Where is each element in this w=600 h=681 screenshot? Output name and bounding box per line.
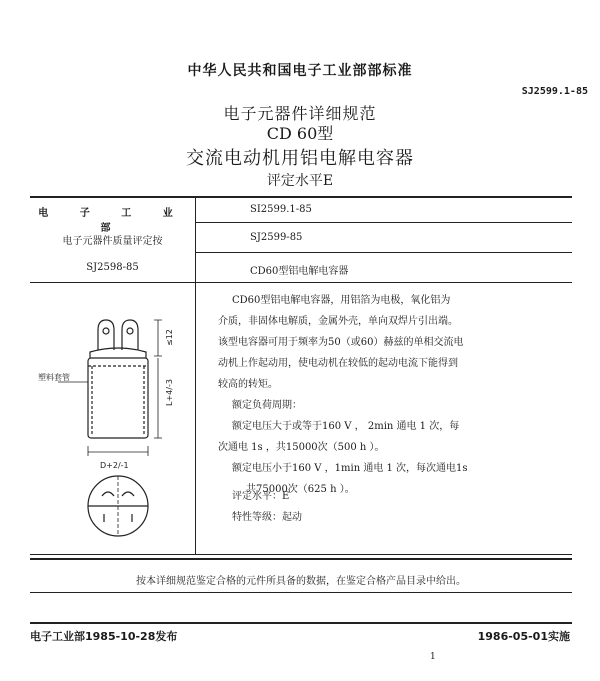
table-rule-1 <box>196 222 572 223</box>
spec-number: SI2599.1-85 <box>250 204 312 215</box>
evaluation-block <box>232 486 302 528</box>
table-top-rule <box>30 196 572 198</box>
sectional-spec-number: SJ2598-85 <box>86 262 139 273</box>
characteristic-grade: 特性等级：起动 <box>232 512 302 523</box>
rated-cycle-2-line-1: 额定电压小于160 V ，1min 通电 1 次，每次通电1s <box>232 463 468 474</box>
rated-cycle-2-line-2: 共75000次（625 h ）。 <box>246 484 355 495</box>
qualification-note: 按本详细规范鉴定合格的元件所具备的数据，在鉴定合格产品目录中给出。 <box>136 576 466 587</box>
page-number: 1 <box>430 652 436 662</box>
desc-line: 该型电容器可用于频率为50（或60）赫兹的单相交流电 <box>218 337 464 348</box>
body-height-label: L+4/-3 <box>165 379 174 406</box>
rated-cycle-1-line-1: 额定电压大于或等于160 V ， 2min 通电 1 次，每 <box>232 421 460 432</box>
generic-spec-number: SJ2599-85 <box>250 232 303 243</box>
note-bottom-rule <box>30 592 572 593</box>
component-name: CD60型铝电解电容器 <box>250 266 349 277</box>
desc-line: 动机上作起动用，使电动机在较低的起动电流下能得到 <box>218 358 458 369</box>
diameter-label: D+2/-1 <box>100 461 129 470</box>
capacitor-body <box>88 358 148 438</box>
table-rule-2 <box>196 252 572 253</box>
description-block <box>218 290 578 500</box>
table-rule-left <box>30 282 196 283</box>
publish-date: 电子工业部1985-10-28发布 <box>30 630 178 643</box>
title-line-4: 评定水平E <box>266 173 334 189</box>
title-line-1: 电子元器件详细规范 <box>223 104 377 123</box>
title-line-3: 交流电动机用铝电解电容器 <box>186 148 414 169</box>
desc-line: 介质，非固体电解质，金属外壳，单向双焊片引出端。 <box>218 316 458 327</box>
quality-assessment-label: 电子元器件质量评定按 <box>62 236 163 247</box>
table-bottom-rule-1 <box>30 554 572 555</box>
desc-line: CD60型铝电解电容器，用铝箔为电极，氧化铝为 <box>232 295 451 306</box>
footer-rule <box>30 622 572 624</box>
terminal-height-label: ≤12 <box>165 329 174 346</box>
sleeve-label: 塑料套管 <box>38 373 70 382</box>
standard-code: SJ2599.1-85 <box>521 86 588 97</box>
desc-line: 较高的转矩。 <box>218 379 278 390</box>
table-divider <box>195 197 196 554</box>
rated-cycle-1-line-2: 次通电 1s ，共15000次（500 h ）。 <box>218 442 385 453</box>
terminal-right <box>122 320 138 350</box>
ministry-standard-heading: 中华人民共和国电子工业部部标准 <box>187 63 413 79</box>
terminal-left <box>98 320 114 350</box>
implementation-date: 1986-05-01实施 <box>477 630 570 643</box>
evaluation-level: 评定水平：E <box>232 491 290 502</box>
table-bottom-rule-2 <box>30 558 572 560</box>
rated-cycle-title: 额定负荷周期： <box>232 400 302 411</box>
table-rule-3 <box>196 282 572 283</box>
title-line-2: CD 60型 <box>266 124 334 143</box>
capacitor-outline-drawing <box>38 300 188 540</box>
department-label: 电 子 工 业 部 <box>38 208 187 234</box>
